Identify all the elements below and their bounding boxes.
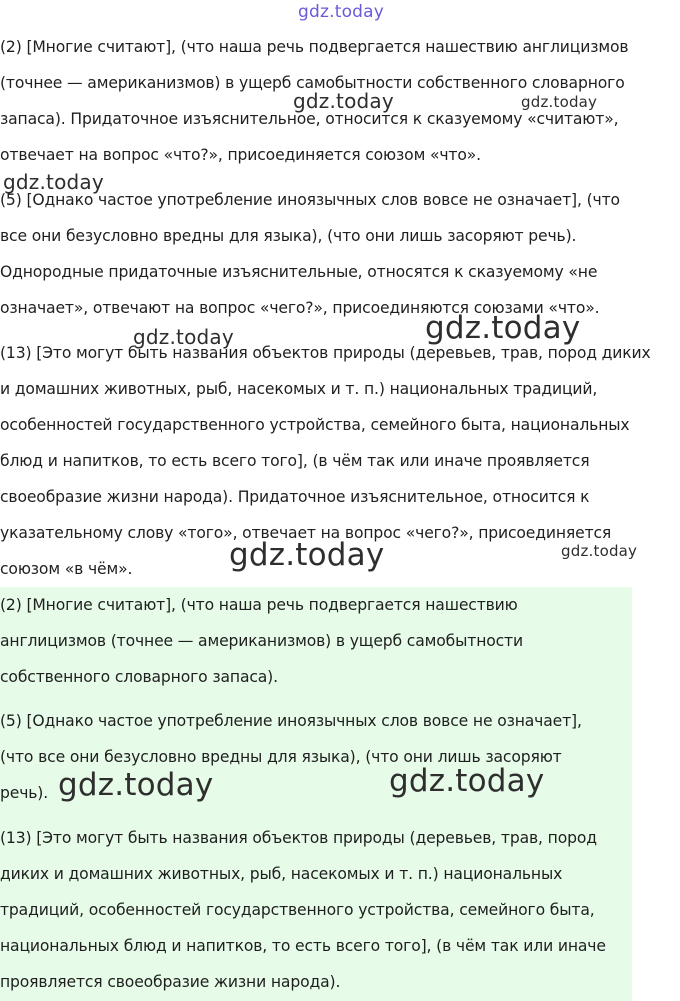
- text-line: собственного словарного запаса).: [0, 668, 278, 686]
- text-line: речь).: [0, 784, 49, 802]
- watermark: gdz.today: [298, 2, 385, 22]
- text-line: блюд и напитков, то есть всего того], (в чём так или иначе проявляется: [0, 452, 590, 470]
- watermark: gdz.today: [229, 537, 385, 573]
- text-line: (2) [Многие считают], (что наша речь подвергается нашествию: [0, 596, 518, 614]
- watermark: gdz.today: [58, 767, 214, 803]
- answer-paragraph-13: [0, 820, 606, 1000]
- text-line: Однородные придаточные изъяснительные, относятся к сказуемому «не: [0, 263, 598, 281]
- watermark: gdz.today: [561, 542, 638, 560]
- text-line: запаса). Придаточное изъяснительное, относится к сказуемому «считают»,: [0, 110, 619, 128]
- text-line: особенностей государственного устройства, семейного быта, национальных: [0, 416, 630, 434]
- text-line: (5) [Однако частое употребление иноязычных слов вовсе не означает], (что: [0, 191, 620, 209]
- text-line: проявляется своеобразие жизни народа).: [0, 973, 341, 991]
- text-line: означает», отвечают на вопрос «чего?», присоединяются союзами «что».: [0, 299, 600, 317]
- text-line: (13) [Это могут быть названия объектов природы (деревьев, трав, пород: [0, 829, 597, 847]
- watermark: gdz.today: [293, 89, 394, 113]
- text-line: все они безусловно вредны для языка), (что они лишь засоряют речь).: [0, 227, 577, 245]
- text-line: традиций, особенностей государственного устройства, семейного быта,: [0, 901, 595, 919]
- text-line: национальных блюд и напитков, то есть всего того], (в чём так или иначе: [0, 937, 606, 955]
- watermark: gdz.today: [425, 310, 581, 346]
- watermark: gdz.today: [521, 93, 598, 111]
- watermark: gdz.today: [389, 763, 545, 799]
- text-line: диких и домашних животных, рыб, насекомых и т. п.) национальных: [0, 865, 563, 883]
- text-line: отвечает на вопрос «что?», присоединяется союзом «что».: [0, 146, 481, 164]
- text-line: и домашних животных, рыб, насекомых и т. п.) национальных традиций,: [0, 380, 598, 398]
- text-line: (2) [Многие считают], (что наша речь подвергается нашествию англицизмов: [0, 38, 629, 56]
- text-line: союзом «в чём».: [0, 560, 133, 578]
- watermark: gdz.today: [3, 170, 104, 194]
- text-line: указательному слову «того», отвечает на вопрос «чего?», присоединяется: [0, 524, 612, 542]
- text-line: англицизмов (точнее — американизмов) в ущерб самобытности: [0, 632, 523, 650]
- watermark: gdz.today: [133, 325, 234, 349]
- text-line: (точнее — американизмов) в ущерб самобытности собственного словарного: [0, 74, 625, 92]
- text-line: (13) [Это могут быть названия объектов природы (деревьев, трав, пород диких: [0, 344, 651, 362]
- answer-paragraph-2: [0, 587, 523, 695]
- analysis-paragraph-5: [0, 182, 620, 326]
- text-line: своеобразие жизни народа). Придаточное изъяснительное, относится к: [0, 488, 590, 506]
- text-line: (5) [Однако частое употребление иноязычных слов вовсе не означает],: [0, 712, 582, 730]
- text-line: (что все они безусловно вредны для языка), (что они лишь засоряют: [0, 748, 562, 766]
